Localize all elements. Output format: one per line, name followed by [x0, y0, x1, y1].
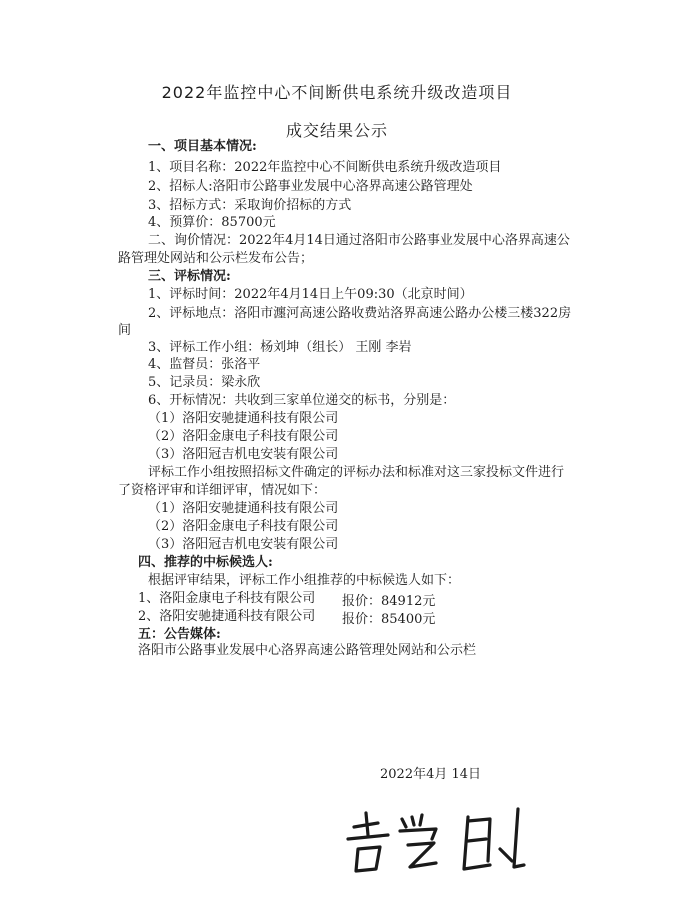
- section1-heading: 一、项目基本情况:: [148, 139, 257, 154]
- reviewed-bidder-3: （3）洛阳冠吉机电安装有限公司: [148, 537, 339, 552]
- candidate-1-price: 报价：84912元: [342, 594, 436, 609]
- inquiry-line-2: 路管理处网站和公示栏发布公告；: [118, 251, 314, 266]
- eval-supervisor: 4、监督员：张洛平: [148, 357, 261, 372]
- eval-time: 1、评标时间：2022年4月14日上午09:30（北京时间）: [148, 287, 473, 302]
- project-name: 1、项目名称：2022年监控中心不间断供电系统升级改造项目: [148, 160, 502, 175]
- candidates-intro: 根据评审结果，评标工作小组推荐的中标候选人如下：: [148, 573, 461, 588]
- document-subtitle: 成交结果公示: [285, 121, 388, 140]
- media-outlets: 洛阳市公路事业发展中心洛界高速公路管理处网站和公示栏: [138, 643, 477, 658]
- eval-place-line-1: 2、评标地点：洛阳市瀍河高速公路收费站洛界高速公路办公楼三楼322房: [148, 306, 572, 321]
- section5-heading: 五：公告媒体:: [138, 627, 221, 642]
- budget-price: 4、预算价：85700元: [148, 215, 276, 230]
- bidder-3: （3）洛阳冠吉机电安装有限公司: [148, 447, 339, 462]
- candidate-2-name: 2、洛阳安驰捷通科技有限公司: [138, 609, 316, 624]
- candidate-2-price: 报价：85400元: [342, 612, 436, 627]
- review-line-2: 了资格评审和详细评审，情况如下：: [118, 483, 327, 498]
- bidder-2: （2）洛阳金康电子科技有限公司: [148, 429, 339, 444]
- notice-date: 2022年4月 14日: [380, 767, 482, 782]
- tenderer: 2、招标人:洛阳市公路事业发展中心洛界高速公路管理处: [148, 179, 473, 194]
- document-title: 2022年监控中心不间断供电系统升级改造项目: [161, 83, 513, 102]
- section4-heading: 四、推荐的中标候选人:: [138, 555, 273, 570]
- eval-recorder: 5、记录员：梁永欣: [148, 375, 261, 390]
- eval-panel: 3、评标工作小组：杨刘坤（组长） 王刚 李岩: [148, 340, 412, 355]
- review-line-1: 评标工作小组按照招标文件确定的评标办法和标准对这三家投标文件进行: [148, 465, 565, 480]
- handwritten-signature: [340, 805, 550, 885]
- reviewed-bidder-1: （1）洛阳安驰捷通科技有限公司: [148, 501, 339, 516]
- bid-opening: 6、开标情况：共收到三家单位递交的标书，分别是：: [148, 393, 456, 408]
- bidding-method: 3、招标方式：采取询价招标的方式: [148, 198, 352, 213]
- inquiry-line-1: 二、询价情况：2022年4月14日通过洛阳市公路事业发展中心洛界高速公: [148, 233, 570, 248]
- candidate-1-name: 1、洛阳金康电子科技有限公司: [138, 591, 316, 606]
- section3-heading: 三、评标情况:: [148, 269, 231, 284]
- bidder-1: （1）洛阳安驰捷通科技有限公司: [148, 411, 339, 426]
- eval-place-line-2: 间: [118, 323, 132, 338]
- reviewed-bidder-2: （2）洛阳金康电子科技有限公司: [148, 519, 339, 534]
